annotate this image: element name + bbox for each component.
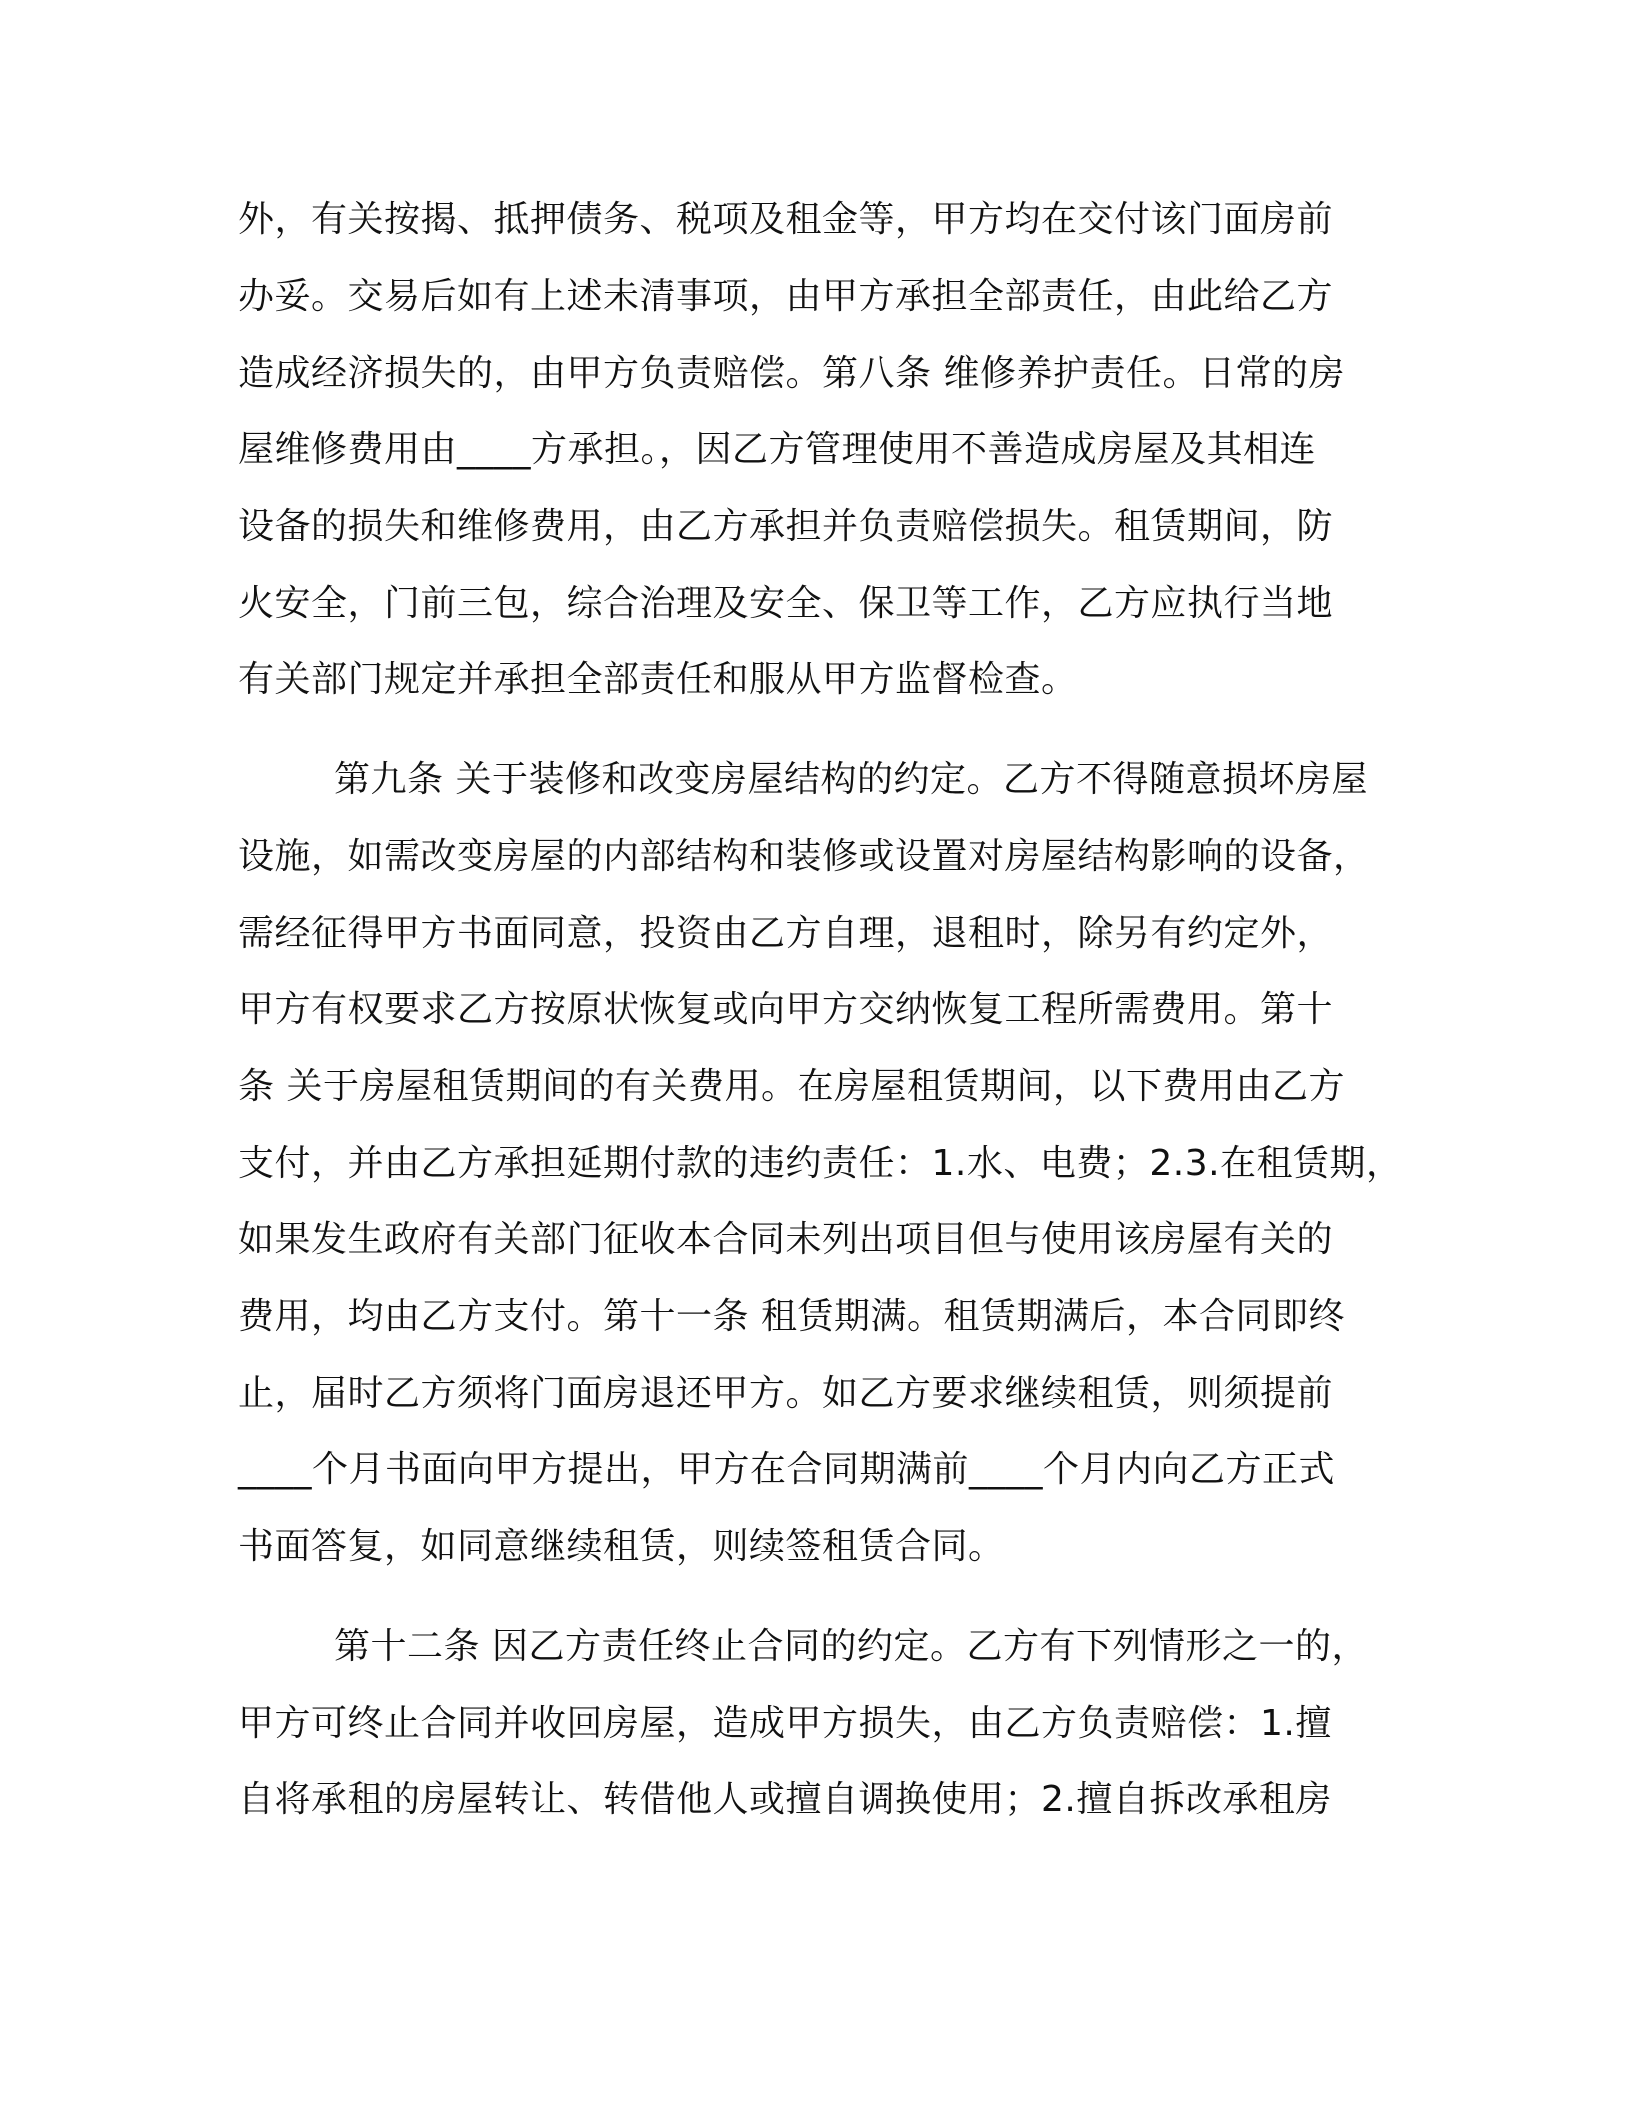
text-line: 设备的损失和维修费用，由乙方承担并负责赔偿损失。租赁期间，防	[238, 506, 1334, 547]
text-line: 办妥。交易后如有上述未清事项，由甲方承担全部责任，由此给乙方	[238, 276, 1334, 317]
text-line: 外，有关按揭、抵押债务、税项及租金等，甲方均在交付该门面房前	[238, 199, 1334, 240]
text-line: 甲方有权要求乙方按原状恢复或向甲方交纳恢复工程所需费用。第十	[238, 989, 1334, 1030]
text-line: 书面答复，如同意继续租赁，则续签租赁合同。	[238, 1526, 1005, 1567]
text-line: 屋维修费用由____方承担。，因乙方管理使用不善造成房屋及其相连	[238, 429, 1317, 470]
text-line: 自将承租的房屋转让、转借他人或擅自调换使用；2.擅自拆改承租房	[238, 1779, 1332, 1820]
text-line: 支付，并由乙方承担延期付款的违约责任：1.水、电费；2.3.在租赁期，	[238, 1143, 1403, 1184]
text-line: 如果发生政府有关部门征收本合同未列出项目但与使用该房屋有关的	[238, 1219, 1334, 1260]
text-line: 费用，均由乙方支付。第十一条 租赁期满。租赁期满后，本合同即终	[238, 1296, 1345, 1337]
text-line: 甲方可终止合同并收回房屋，造成甲方损失，由乙方负责赔偿：1.擅	[238, 1703, 1332, 1744]
text-line: 第十二条 因乙方责任终止合同的约定。乙方有下列情形之一的，	[334, 1626, 1368, 1667]
text-line: 需经征得甲方书面同意，投资由乙方自理，退租时，除另有约定外，	[238, 913, 1334, 954]
text-line: 有关部门规定并承担全部责任和服从甲方监督检查。	[238, 659, 1078, 700]
text-line: 第九条 关于装修和改变房屋结构的约定。乙方不得随意损坏房屋	[334, 759, 1368, 800]
text-line: 止，届时乙方须将门面房退还甲方。如乙方要求继续租赁，则须提前	[238, 1373, 1334, 1414]
text-line: 火安全，门前三包，综合治理及安全、保卫等工作，乙方应执行当地	[238, 583, 1334, 624]
text-line: 设施，如需改变房屋的内部结构和装修或设置对房屋结构影响的设备，	[238, 836, 1370, 877]
text-line: 条 关于房屋租赁期间的有关费用。在房屋租赁期间，以下费用由乙方	[238, 1066, 1345, 1107]
text-line: ____个月书面向甲方提出，甲方在合同期满前____个月内向乙方正式	[238, 1449, 1336, 1490]
text-line: 造成经济损失的，由甲方负责赔偿。第八条 维修养护责任。日常的房	[238, 353, 1345, 394]
